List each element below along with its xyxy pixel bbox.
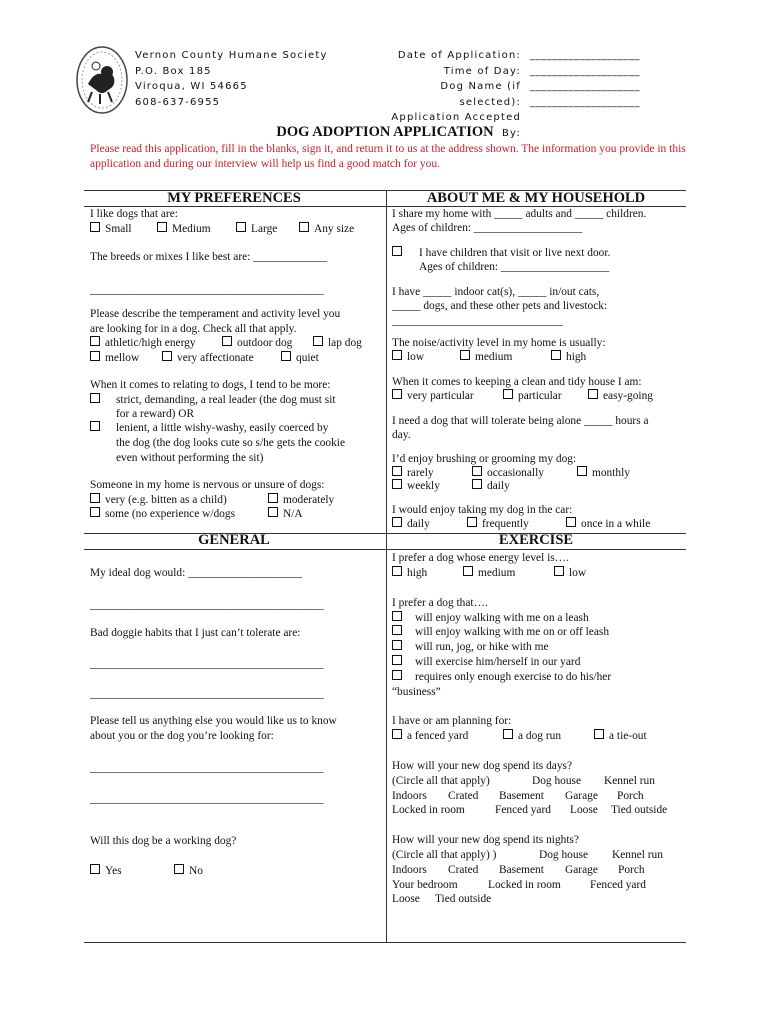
nights-basement[interactable]: Basement — [499, 864, 544, 876]
nights-porch[interactable]: Porch — [618, 864, 645, 876]
car-question: I would enjoy taking my dog in the car: — [392, 504, 573, 516]
checkbox-icon[interactable] — [268, 507, 278, 517]
date-label: Date of Application: — [397, 50, 521, 61]
days-circle-note: (Circle all that apply) — [392, 775, 490, 787]
visit-ages[interactable]: Ages of children: ___________________ — [419, 261, 610, 273]
tell-us-line-2[interactable]: _________________________________________ — [90, 793, 324, 805]
pets-text-2[interactable]: _____ dogs, and these other pets and livestock: — [392, 300, 608, 312]
pets-line[interactable]: ______________________________ — [392, 315, 563, 327]
noise-low-option[interactable]: low — [392, 350, 424, 365]
checkbox-icon[interactable] — [392, 729, 402, 739]
checkbox-icon[interactable] — [392, 466, 402, 476]
days-question: How will your new dog spend its days? — [392, 760, 573, 772]
noise-high-option[interactable]: high — [551, 350, 586, 365]
days-garage[interactable]: Garage — [565, 790, 598, 802]
time-blank[interactable]: ____________________ — [530, 65, 640, 77]
lenient-text-3: even without performing the sit) — [116, 452, 264, 464]
column-divider — [386, 191, 387, 943]
tell-us-line-1[interactable]: _________________________________________ — [90, 762, 324, 774]
days-kennel[interactable]: Kennel run — [604, 775, 655, 787]
alone-text-1[interactable]: I need a dog that will tolerate being alone _____ hours a — [392, 415, 649, 427]
checkbox-icon[interactable] — [90, 507, 100, 517]
checkbox-icon[interactable] — [392, 640, 402, 650]
energy-medium-option[interactable]: medium — [463, 566, 515, 581]
checkbox-icon[interactable] — [554, 566, 564, 576]
section-exercise: EXERCISE — [498, 532, 574, 548]
brush-monthly-option[interactable]: monthly — [577, 466, 630, 481]
days-lockedroom[interactable]: Locked in room — [392, 804, 465, 816]
alone-text-2: day. — [392, 429, 411, 441]
checkbox-icon[interactable] — [503, 729, 513, 739]
like-dogs-label: I like dogs that are: — [90, 208, 178, 220]
ideal-dog-line[interactable]: _________________________________________ — [90, 599, 324, 611]
visit-text: I have children that visit or live next door. — [419, 247, 611, 259]
checkbox-icon[interactable] — [392, 350, 402, 360]
nervous-some-option[interactable]: some (no experience w/dogs — [90, 507, 235, 522]
brush-occasionally-option[interactable]: occasionally — [472, 466, 544, 481]
checkbox-icon[interactable] — [392, 655, 402, 665]
share-home-question[interactable]: I share my home with _____ adults and _____ children. — [392, 208, 647, 220]
planning-dogrun-option[interactable]: a dog run — [503, 729, 561, 744]
energy-question: I prefer a dog whose energy level is…. — [392, 552, 569, 564]
tell-us-text-2: about you or the dog you’re looking for: — [90, 730, 274, 742]
nights-bedroom[interactable]: Your bedroom — [392, 879, 458, 891]
noise-question: The noise/activity level in my home is usually: — [392, 337, 606, 349]
days-basement[interactable]: Basement — [499, 790, 544, 802]
checkbox-icon[interactable] — [313, 336, 323, 346]
checkbox-icon[interactable] — [392, 670, 402, 680]
org-pobox: P.O. Box 185 — [135, 65, 212, 77]
section-about-me: ABOUT ME & MY HOUSEHOLD — [426, 190, 646, 206]
days-crated[interactable]: Crated — [448, 790, 479, 802]
strict-option[interactable] — [90, 393, 105, 408]
nights-lockedroom[interactable]: Locked in room — [488, 879, 561, 891]
checkbox-icon[interactable] — [281, 351, 291, 361]
working-dog-question: Will this dog be a working dog? — [90, 835, 237, 847]
application-blanks — [530, 48, 640, 110]
org-address-block — [135, 48, 328, 110]
checkbox-icon[interactable] — [467, 517, 477, 527]
checkbox-icon[interactable] — [551, 350, 561, 360]
rule-mid-bottom — [84, 549, 686, 550]
energy-low-option[interactable]: low — [554, 566, 586, 581]
checkbox-icon[interactable] — [174, 864, 184, 874]
checkbox-icon[interactable] — [299, 222, 309, 232]
nights-loose[interactable]: Loose — [392, 893, 420, 905]
dogname-label: Dog Name (if selected): — [440, 81, 521, 108]
prefer-that-question: I prefer a dog that…. — [392, 597, 488, 609]
checkbox-icon[interactable] — [90, 351, 100, 361]
prefer-offleash-option[interactable]: will enjoy walking with me on or off leash — [392, 625, 609, 640]
humane-society-logo — [74, 44, 130, 116]
checkbox-icon[interactable] — [577, 466, 587, 476]
checkbox-icon[interactable] — [157, 222, 167, 232]
days-indoors[interactable]: Indoors — [392, 790, 427, 802]
planning-question: I have or am planning for: — [392, 715, 512, 727]
tell-us-text-1: Please tell us anything else you would like us to know — [90, 715, 337, 727]
temperament-text-1: Please describe the temperament and activity level you — [90, 308, 341, 320]
strict-text-1: strict, demanding, a real leader (the dog must sit — [116, 394, 336, 406]
checkbox-icon[interactable] — [90, 222, 100, 232]
nervous-moderately-option[interactable]: moderately — [268, 493, 334, 508]
org-name: Vernon County Humane Society — [135, 50, 328, 61]
clean-particular-option[interactable]: particular — [503, 389, 562, 404]
time-label: Time of Day: — [443, 65, 521, 77]
nights-doghouse[interactable]: Dog house — [539, 849, 589, 861]
pets-text-1[interactable]: I have _____ indoor cat(s), _____ in/out cats, — [392, 286, 600, 298]
ages-children[interactable]: Ages of children: ___________________ — [392, 222, 583, 234]
intro-text: Please read this application, fill in the blanks, sign it, and return it to us at the address shown. The information you provide in this application and during our interview will help us find a good match for you. — [90, 143, 686, 170]
temp-athletic-option[interactable]: athletic/high energy — [90, 336, 196, 351]
visit-option[interactable] — [392, 246, 407, 261]
date-blank[interactable]: ____________________ — [530, 50, 640, 61]
planning-tieout-option[interactable]: a tie-out — [594, 729, 647, 744]
days-fencedyard[interactable]: Fenced yard — [495, 804, 551, 816]
checkbox-icon[interactable] — [268, 493, 278, 503]
clean-easy-option[interactable]: easy-going — [588, 389, 653, 404]
nights-indoors[interactable]: Indoors — [392, 864, 427, 876]
brush-daily-option[interactable]: daily — [472, 479, 510, 494]
nervous-very-option[interactable]: very (e.g. bitten as a child) — [90, 493, 227, 508]
car-daily-option[interactable]: daily — [392, 517, 430, 532]
relating-question: When it comes to relating to dogs, I tend to be more: — [90, 379, 331, 391]
checkbox-icon[interactable] — [460, 350, 470, 360]
checkbox-icon[interactable] — [392, 389, 402, 399]
section-my-preferences: MY PREFERENCES — [167, 190, 301, 206]
car-frequently-option[interactable]: frequently — [467, 517, 529, 532]
lenient-text-2: the dog (the dog looks cute so s/he gets the cookie — [116, 437, 346, 449]
working-yes-option[interactable]: Yes — [90, 864, 122, 879]
nervous-na-option[interactable]: N/A — [268, 507, 303, 522]
days-loose[interactable]: Loose — [570, 804, 598, 816]
days-porch[interactable]: Porch — [617, 790, 644, 802]
temperament-text-2: are looking for in a dog. Check all that apply. — [90, 323, 297, 335]
breeds-question[interactable]: The breeds or mixes I like best are: _____________ — [90, 251, 328, 263]
checkbox-icon[interactable] — [222, 336, 232, 346]
nights-kennel[interactable]: Kennel run — [612, 849, 663, 861]
breeds-line[interactable]: _________________________________________ — [90, 284, 324, 296]
checkbox-icon[interactable] — [236, 222, 246, 232]
checkbox-icon[interactable] — [162, 351, 172, 361]
nights-circle-note: (Circle all that apply) ) — [392, 849, 497, 861]
strict-text-2: for a reward) OR — [116, 408, 195, 420]
bad-habits-question: Bad doggie habits that I just can’t tolerate are: — [90, 627, 301, 639]
rule-bottom — [84, 942, 686, 943]
planning-fenced-option[interactable]: a fenced yard — [392, 729, 468, 744]
page-title: DOG ADOPTION APPLICATION — [276, 124, 494, 140]
checkbox-icon[interactable] — [503, 389, 513, 399]
org-phone: 608-637-6955 — [135, 96, 221, 108]
checkbox-icon[interactable] — [392, 625, 402, 635]
checkbox-icon[interactable] — [392, 611, 402, 621]
temp-outdoor-option[interactable]: outdoor dog — [222, 336, 292, 351]
checkbox-icon[interactable] — [472, 479, 482, 489]
energy-high-option[interactable]: high — [392, 566, 427, 581]
prefer-run-option[interactable]: will run, jog, or hike with me — [392, 640, 549, 655]
temp-affectionate-option[interactable]: very affectionate — [162, 351, 254, 366]
nervous-question: Someone in my home is nervous or unsure of dogs: — [90, 479, 325, 491]
checkbox-icon[interactable] — [90, 493, 100, 503]
brush-rarely-option[interactable]: rarely — [392, 466, 434, 481]
checkbox-icon[interactable] — [594, 729, 604, 739]
checkbox-icon[interactable] — [566, 517, 576, 527]
org-city: Viroqua, WI 54665 — [135, 81, 248, 92]
clean-very-option[interactable]: very particular — [392, 389, 474, 404]
checkbox-icon[interactable] — [463, 566, 473, 576]
nights-tiedoutside[interactable]: Tied outside — [435, 893, 492, 905]
checkbox-icon[interactable] — [90, 864, 100, 874]
checkbox-icon[interactable] — [90, 421, 100, 431]
brush-question: I’d enjoy brushing or grooming my dog: — [392, 453, 577, 465]
dogname-blank[interactable]: ____________________ — [530, 81, 640, 92]
working-no-option[interactable]: No — [174, 864, 203, 879]
ideal-dog-question[interactable]: My ideal dog would: ____________________ — [90, 567, 302, 579]
checkbox-icon[interactable] — [392, 246, 402, 256]
section-general: GENERAL — [198, 532, 270, 548]
size-small-option[interactable]: Small — [90, 222, 132, 237]
lenient-text-1: lenient, a little wishy-washy, easily coerced by — [116, 422, 329, 434]
prefer-yard-option[interactable]: will exercise him/herself in our yard — [392, 655, 580, 670]
accepted-by-blank[interactable]: ____________________ — [530, 96, 640, 108]
bad-habits-line-1[interactable]: _________________________________________ — [90, 658, 324, 670]
temp-mellow-option[interactable]: mellow — [90, 351, 139, 366]
checkbox-icon[interactable] — [392, 517, 402, 527]
checkbox-icon[interactable] — [472, 466, 482, 476]
nights-crated[interactable]: Crated — [448, 864, 479, 876]
days-doghouse[interactable]: Dog house — [532, 775, 582, 787]
nights-question: How will your new dog spend its nights? — [392, 834, 579, 846]
checkbox-icon[interactable] — [90, 336, 100, 346]
checkbox-icon[interactable] — [90, 393, 100, 403]
noise-medium-option[interactable]: medium — [460, 350, 512, 365]
days-tiedoutside[interactable]: Tied outside — [611, 804, 668, 816]
bad-habits-line-2[interactable]: _________________________________________ — [90, 688, 324, 700]
size-medium-option[interactable]: Medium — [157, 222, 211, 237]
checkbox-icon[interactable] — [392, 479, 402, 489]
nights-fencedyard[interactable]: Fenced yard — [590, 879, 646, 891]
clean-question: When it comes to keeping a clean and tidy house I am: — [392, 376, 642, 388]
lenient-option[interactable] — [90, 421, 105, 436]
checkbox-icon[interactable] — [392, 566, 402, 576]
temp-quiet-option[interactable]: quiet — [281, 351, 319, 366]
checkbox-icon[interactable] — [588, 389, 598, 399]
accepted-by-label: Application Accepted By: — [391, 112, 521, 139]
prefer-leash-option[interactable]: will enjoy walking with me on a leash — [392, 611, 589, 626]
size-any-option[interactable]: Any size — [299, 222, 354, 237]
prefer-minimal-option[interactable]: requires only enough exercise to do his/her — [392, 670, 611, 685]
car-once-option[interactable]: once in a while — [566, 517, 650, 532]
size-large-option[interactable]: Large — [236, 222, 277, 237]
nights-garage[interactable]: Garage — [565, 864, 598, 876]
brush-weekly-option[interactable]: weekly — [392, 479, 440, 494]
temp-lapdog-option[interactable]: lap dog — [313, 336, 362, 351]
prefer-business-text: “business” — [392, 686, 441, 698]
